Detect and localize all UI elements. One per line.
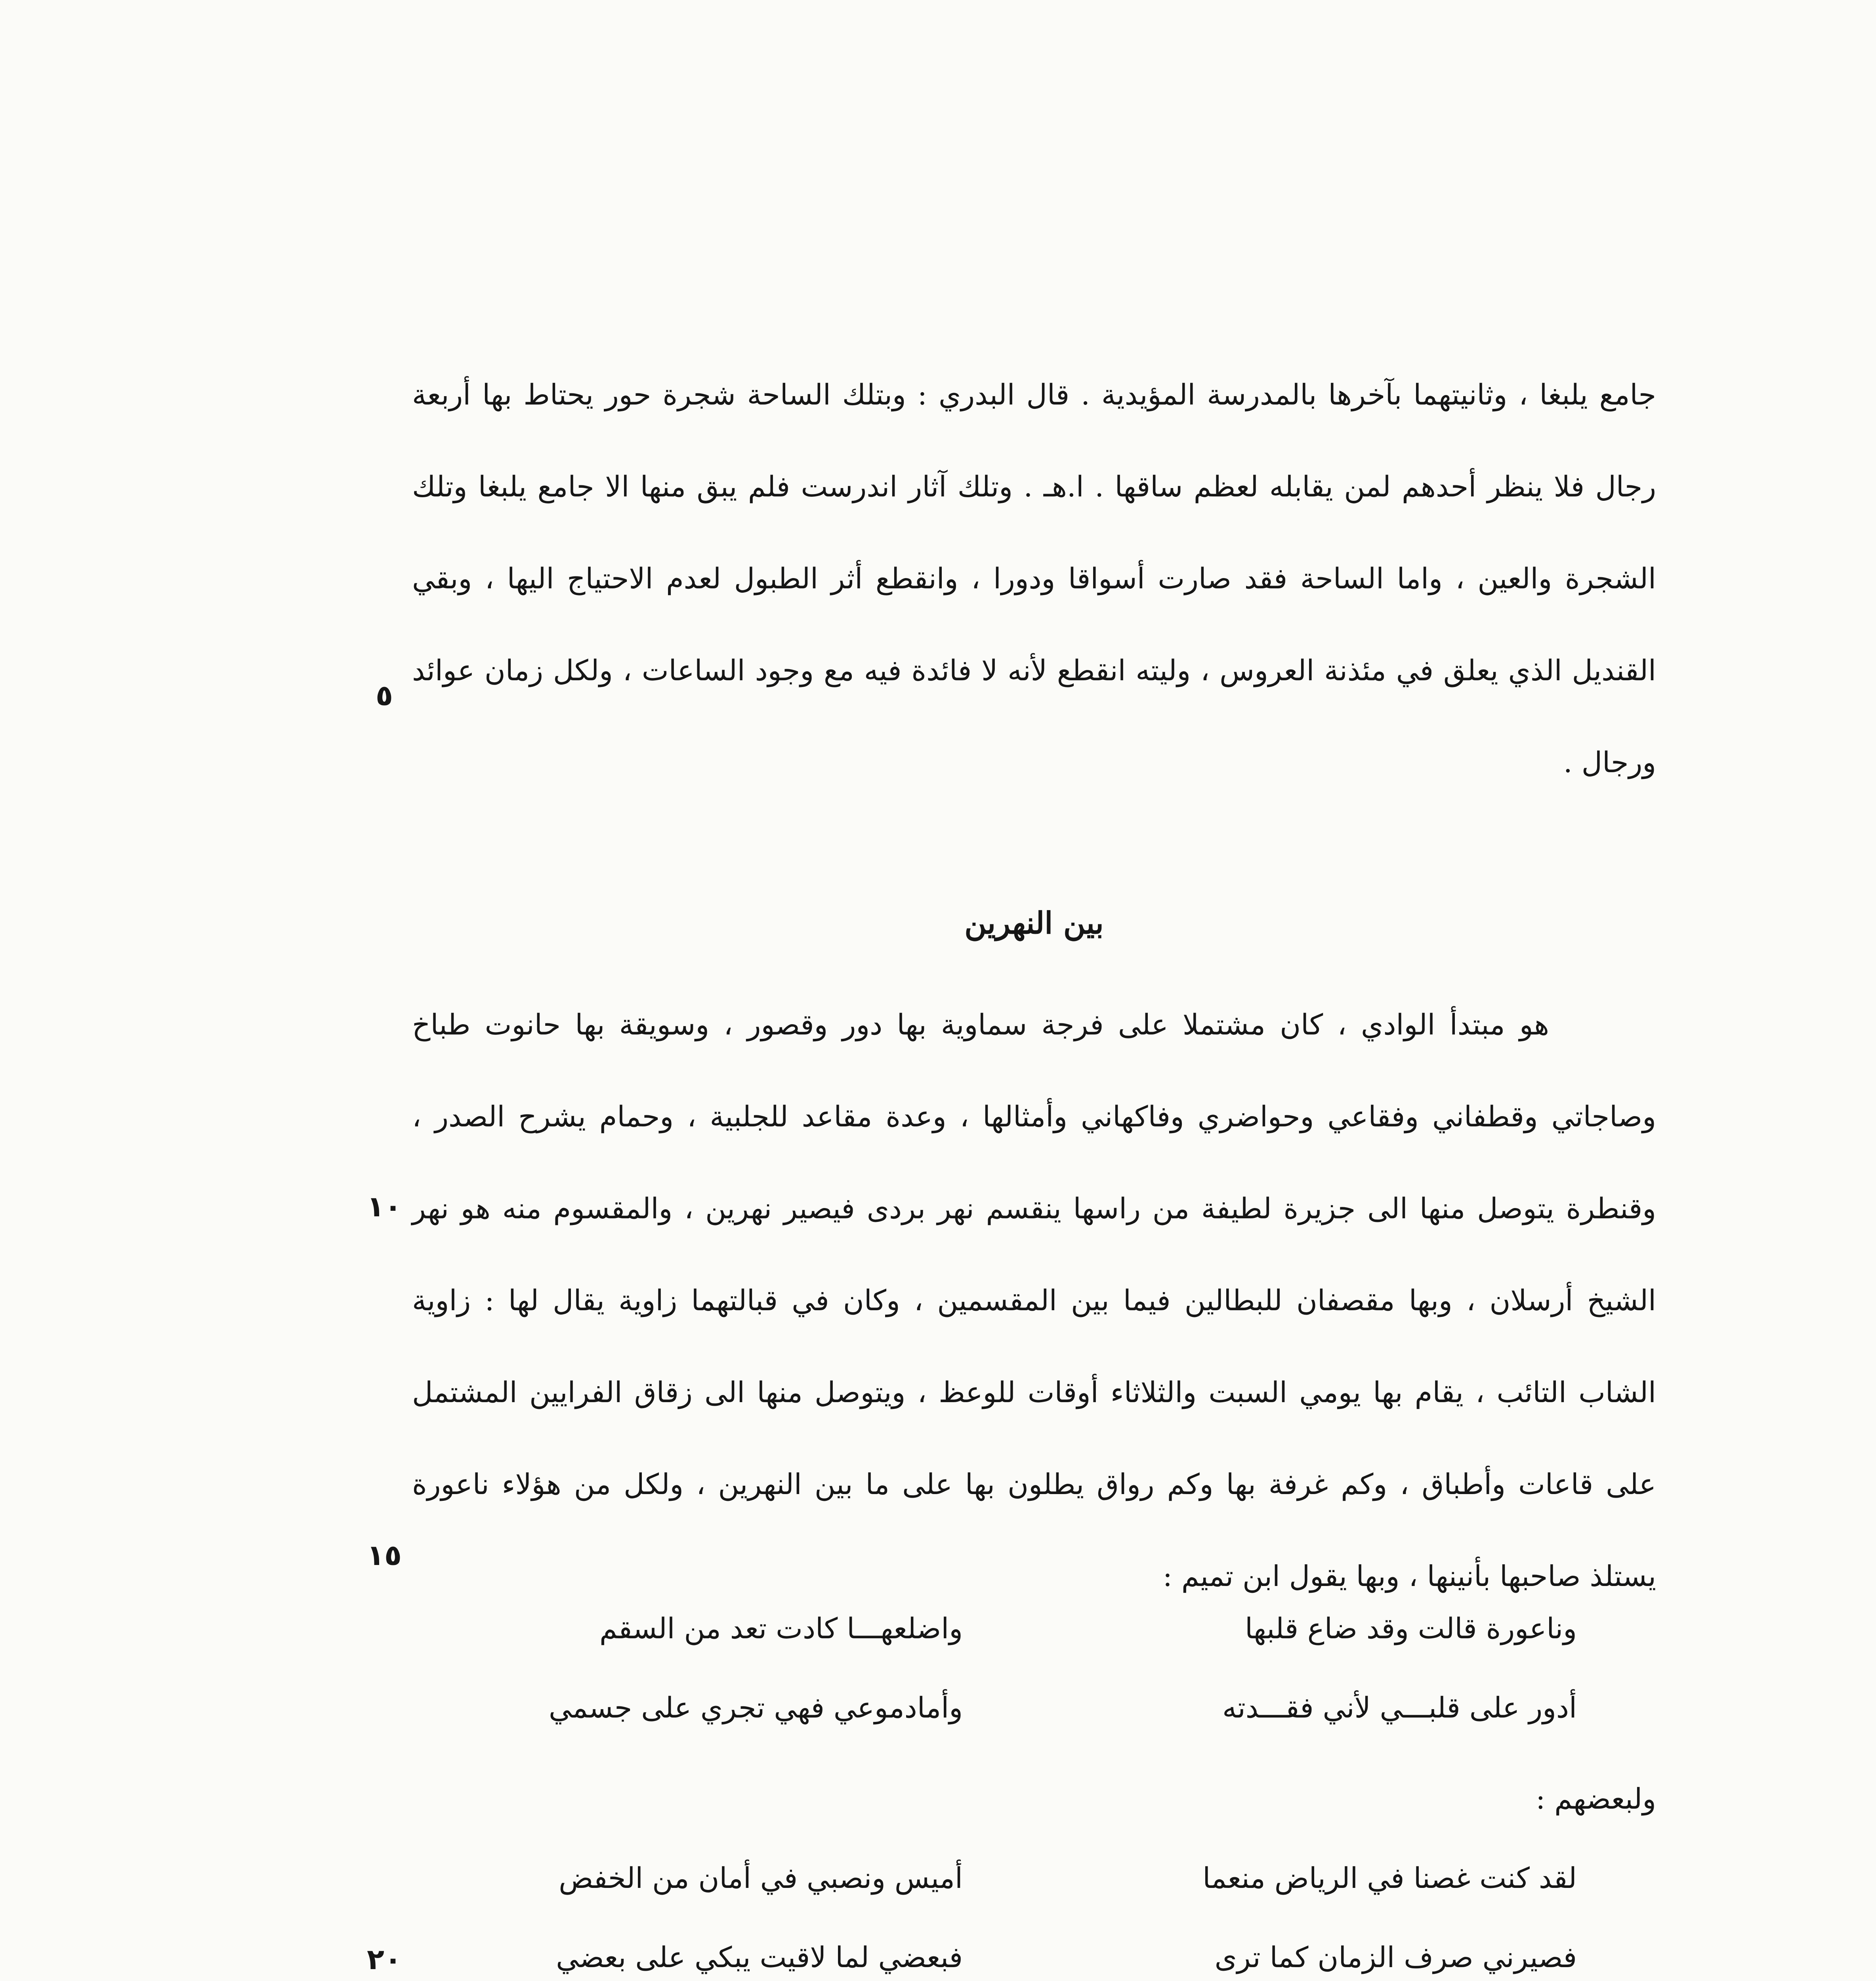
line-number-5: ٥ [376, 679, 393, 712]
line-number-10: ١٠ [367, 1190, 402, 1223]
verse-second-hemistich: وأمادموعي فهي تجري على جسمي [548, 1691, 963, 1724]
paragraph-2 [412, 979, 1656, 1622]
verse-row [412, 1668, 1656, 1747]
verse-second-hemistich: أميس ونصبي في أمان من الخفض [559, 1861, 963, 1895]
line-number-20: ٢٠ [367, 1943, 402, 1976]
verse-second-hemistich: فبعضي لما لاقيت يبكي على بعضي [556, 1941, 963, 1974]
line-number-15: ١٥ [367, 1538, 402, 1572]
paragraph-2-text: هو مبتدأ الوادي ، كان مشتملا على فرجة سماوية بها دور وقصور ، وسويقة بها حانوت طباخ وصاجاتي وقطفاني وفقاعي وحواضري وفاكهاني وأمثالها ، وعدة مقاعد للجلبية ، وحمام يشرح الصدر ، وقنطرة يتوصل منها الى جزيرة لطيفة من راسها ينقسم نهر بردى فيصير نهرين ، والمقسوم منه هو نهر الشيخ أرسلان ، وبها مقصفان للبطالين فيما بين المقسمين ، وكان في قبالتهما زاوية يقال لها : زاوية الشاب التائب ، يقام بها يومي السبت والثلاثاء أوقات للوعظ ، ويتوصل منها الى زقاق الفرايين المشتمل على قاعات وأطباق ، وكم غرفة بها وكم رواق يطلون بها على ما بين النهرين ، ولكل من هؤلاء ناعورة يستلذ صاحبها بأنينها ، وبها يقول ابن تميم : [412, 1008, 1656, 1593]
verse-second-hemistich: واضلعهـــا كادت تعد من السقم [599, 1612, 963, 1645]
verse-intro: ولبعضهم : [1536, 1782, 1656, 1815]
verse-row [412, 1589, 1656, 1668]
verse-first-hemistich: أدور على قلبـــي لأني فقـــدته [1222, 1691, 1577, 1724]
verse-first-hemistich: لقد كنت غصنا في الرياض منعما [1202, 1861, 1577, 1895]
paragraph-1-text: جامع يلبغا ، وثانيتهما بآخرها بالمدرسة المؤيدية . قال البدري : وبتلك الساحة شجرة حور يحتاط بها أربعة رجال فلا ينظر أحدهم لمن يقابله لعظم ساقها . ا.هـ . وتلك آثار اندرست فلم يبق منها الا جامع يلبغا وتلك الشجرة والعين ، واما الساحة فقد صارت أسواقا ودورا ، وانقطع أثر الطبول لعدم الاحتياج اليها ، وبقي القنديل الذي يعلق في مئذنة العروس ، وليته انقطع لأنه لا فائدة فيه مع وجود الساعات ، ولكل زمان عوائد ورجال . [412, 378, 1656, 779]
verse-row [412, 1838, 1656, 1918]
section-heading: بين النهرين [964, 905, 1104, 941]
paragraph-1 [412, 349, 1656, 808]
verse-row [412, 1918, 1656, 1981]
verse-first-hemistich: وناعورة قالت وقد ضاع قلبها [1244, 1612, 1577, 1645]
verse-first-hemistich: فصيرني صرف الزمان كما ترى [1214, 1941, 1577, 1974]
